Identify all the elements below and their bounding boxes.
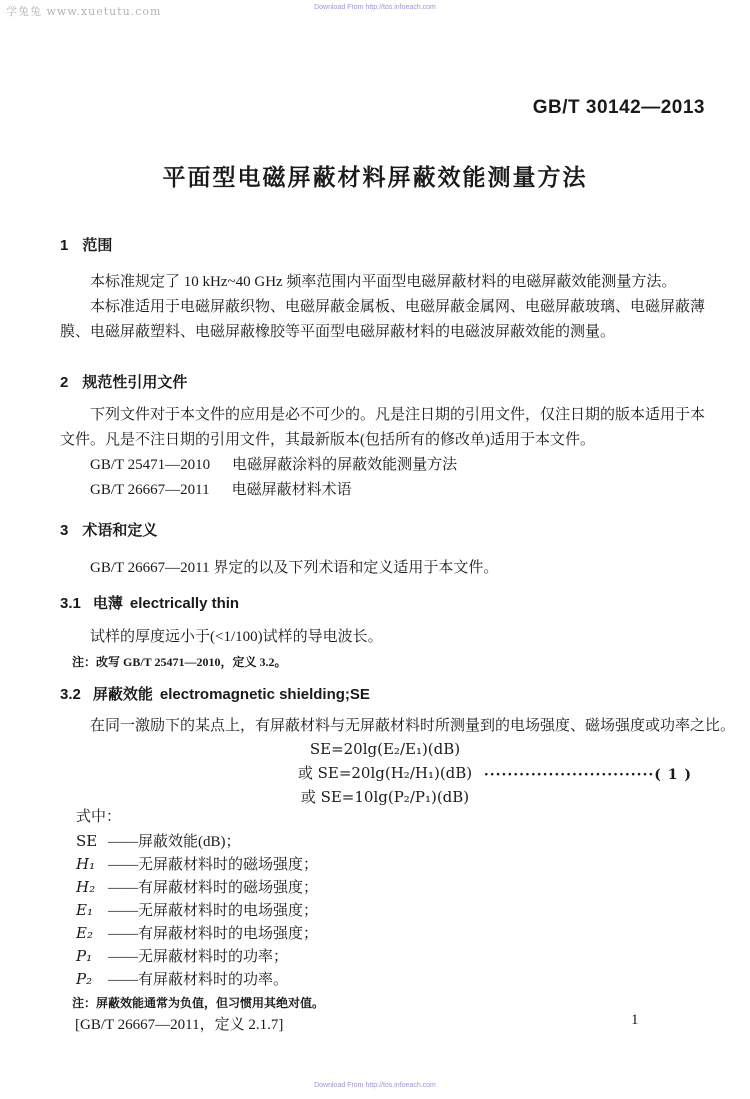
symbol-description: ——有屏蔽材料时的功率。 (108, 972, 289, 988)
equation-number: ·····························( 1 ) (483, 767, 692, 783)
normative-references-paragraph: 下列文件对于本文件的应用是必不可少的。凡是注日期的引用文件，仅注日期的版本适用于本文件。凡是不注日期的引用文件，其最新版本(包括所有的修改单)适用于本文件。 (60, 407, 706, 448)
term-3-1-heading (60, 591, 710, 616)
symbol-row (76, 922, 710, 945)
terms-intro-paragraph: GB/T 26667—2011 界定的以及下列术语和定义适用于本文件。 (90, 560, 499, 576)
section-1-number: 1 (60, 237, 69, 254)
symbol: P₁ (76, 947, 93, 965)
term-3-1-english: electrically thin (129, 595, 240, 612)
symbol: E₁ (76, 901, 93, 919)
where-label: 式中： (76, 809, 122, 825)
term-3-2-chinese: 屏蔽效能 (92, 686, 153, 703)
symbol-row (76, 968, 710, 991)
term-3-1-chinese: 电薄 (92, 595, 123, 612)
reference-item (90, 453, 710, 478)
symbol-description: ——无屏蔽材料时的电场强度； (108, 903, 319, 919)
reference-item (90, 478, 710, 503)
symbol: H₂ (76, 878, 96, 896)
symbol-description: ——有屏蔽材料时的电场强度； (108, 926, 319, 942)
term-3-1-definition: 试样的厚度远小于(<1/100)试样的导电波长。 (90, 629, 383, 645)
symbol: H₁ (76, 855, 96, 873)
document-title: 平面型电磁屏蔽材料屏蔽效能测量方法 (162, 164, 588, 190)
section-1-label: 范围 (82, 237, 113, 254)
download-watermark-top: Download From http://tos.infoeach.com (314, 4, 436, 11)
symbol: P₂ (76, 970, 93, 988)
equation-line-2: 或 SE=20lg(H₂/H₁)(dB) (297, 764, 473, 782)
section-3-heading (60, 518, 710, 543)
symbol-description: ——有屏蔽材料时的磁场强度； (108, 880, 319, 896)
page-number: 1 (631, 1012, 639, 1028)
term-3-2-definition: 在同一激励下的某点上，有屏蔽材料与无屏蔽材料时所测量到的电场强度、磁场强度或功率之比。 (90, 718, 736, 734)
section-3-number: 3 (60, 522, 69, 539)
term-3-2-number: 3.2 (60, 686, 81, 703)
symbol-description: ——无屏蔽材料时的功率； (108, 949, 289, 965)
scope-paragraph-2: 本标准适用于电磁屏蔽织物、电磁屏蔽金属板、电磁屏蔽金属网、电磁屏蔽玻璃、电磁屏蔽薄膜、电磁屏蔽塑料、电磁屏蔽橡胶等平面型电磁屏蔽材料的电磁波屏蔽效能的测量。 (60, 299, 706, 340)
term-3-2-source: [GB/T 26667—2011，定义 2.1.7] (75, 1017, 284, 1033)
scope-paragraph-1: 本标准规定了 10 kHz~40 GHz 频率范围内平面型电磁屏蔽材料的电磁屏蔽效能测量方法。 (90, 274, 677, 290)
section-2-number: 2 (60, 374, 69, 391)
reference-title: 电磁屏蔽涂料的屏蔽效能测量方法 (232, 457, 458, 473)
term-3-2-heading (60, 682, 710, 707)
section-1-heading (60, 233, 710, 258)
term-3-1-note: 注：改写 GB/T 25471—2010，定义 3.2。 (72, 655, 287, 669)
section-2-label: 规范性引用文件 (82, 374, 188, 391)
reference-title: 电磁屏蔽材料术语 (231, 482, 352, 498)
standard-number: GB/T 30142—2013 (532, 97, 705, 118)
symbol: SE (76, 832, 98, 850)
equation-block (60, 737, 710, 809)
symbol-definitions (76, 830, 710, 991)
symbol-description: ——屏蔽效能(dB)； (108, 834, 241, 850)
section-2-heading (60, 370, 710, 395)
symbol-row (76, 945, 710, 968)
site-watermark: 学兔兔 www.xuetutu.com (6, 5, 162, 18)
symbol-row (76, 876, 710, 899)
term-3-2-note: 注：屏蔽效能通常为负值，但习惯用其绝对值。 (72, 996, 325, 1010)
symbol-description: ——无屏蔽材料时的磁场强度； (108, 857, 319, 873)
download-watermark-bottom: Download From http://tos.infoeach.com (314, 1082, 436, 1089)
reference-code: GB/T 25471—2010 (90, 457, 211, 473)
equation-line-1: SE=20lg(E₂/E₁)(dB) (309, 740, 461, 758)
reference-code: GB/T 26667—2011 (90, 482, 210, 498)
symbol-row (76, 830, 710, 853)
section-3-label: 术语和定义 (82, 522, 158, 539)
document-body (60, 225, 736, 1038)
symbol-row (76, 853, 710, 876)
term-3-1-number: 3.1 (60, 595, 81, 612)
term-3-2-english: electromagnetic shielding;SE (159, 686, 370, 703)
equation-line-3: 或 SE=10lg(P₂/P₁)(dB) (300, 788, 470, 806)
symbol-row (76, 899, 710, 922)
symbol: E₂ (76, 924, 93, 942)
